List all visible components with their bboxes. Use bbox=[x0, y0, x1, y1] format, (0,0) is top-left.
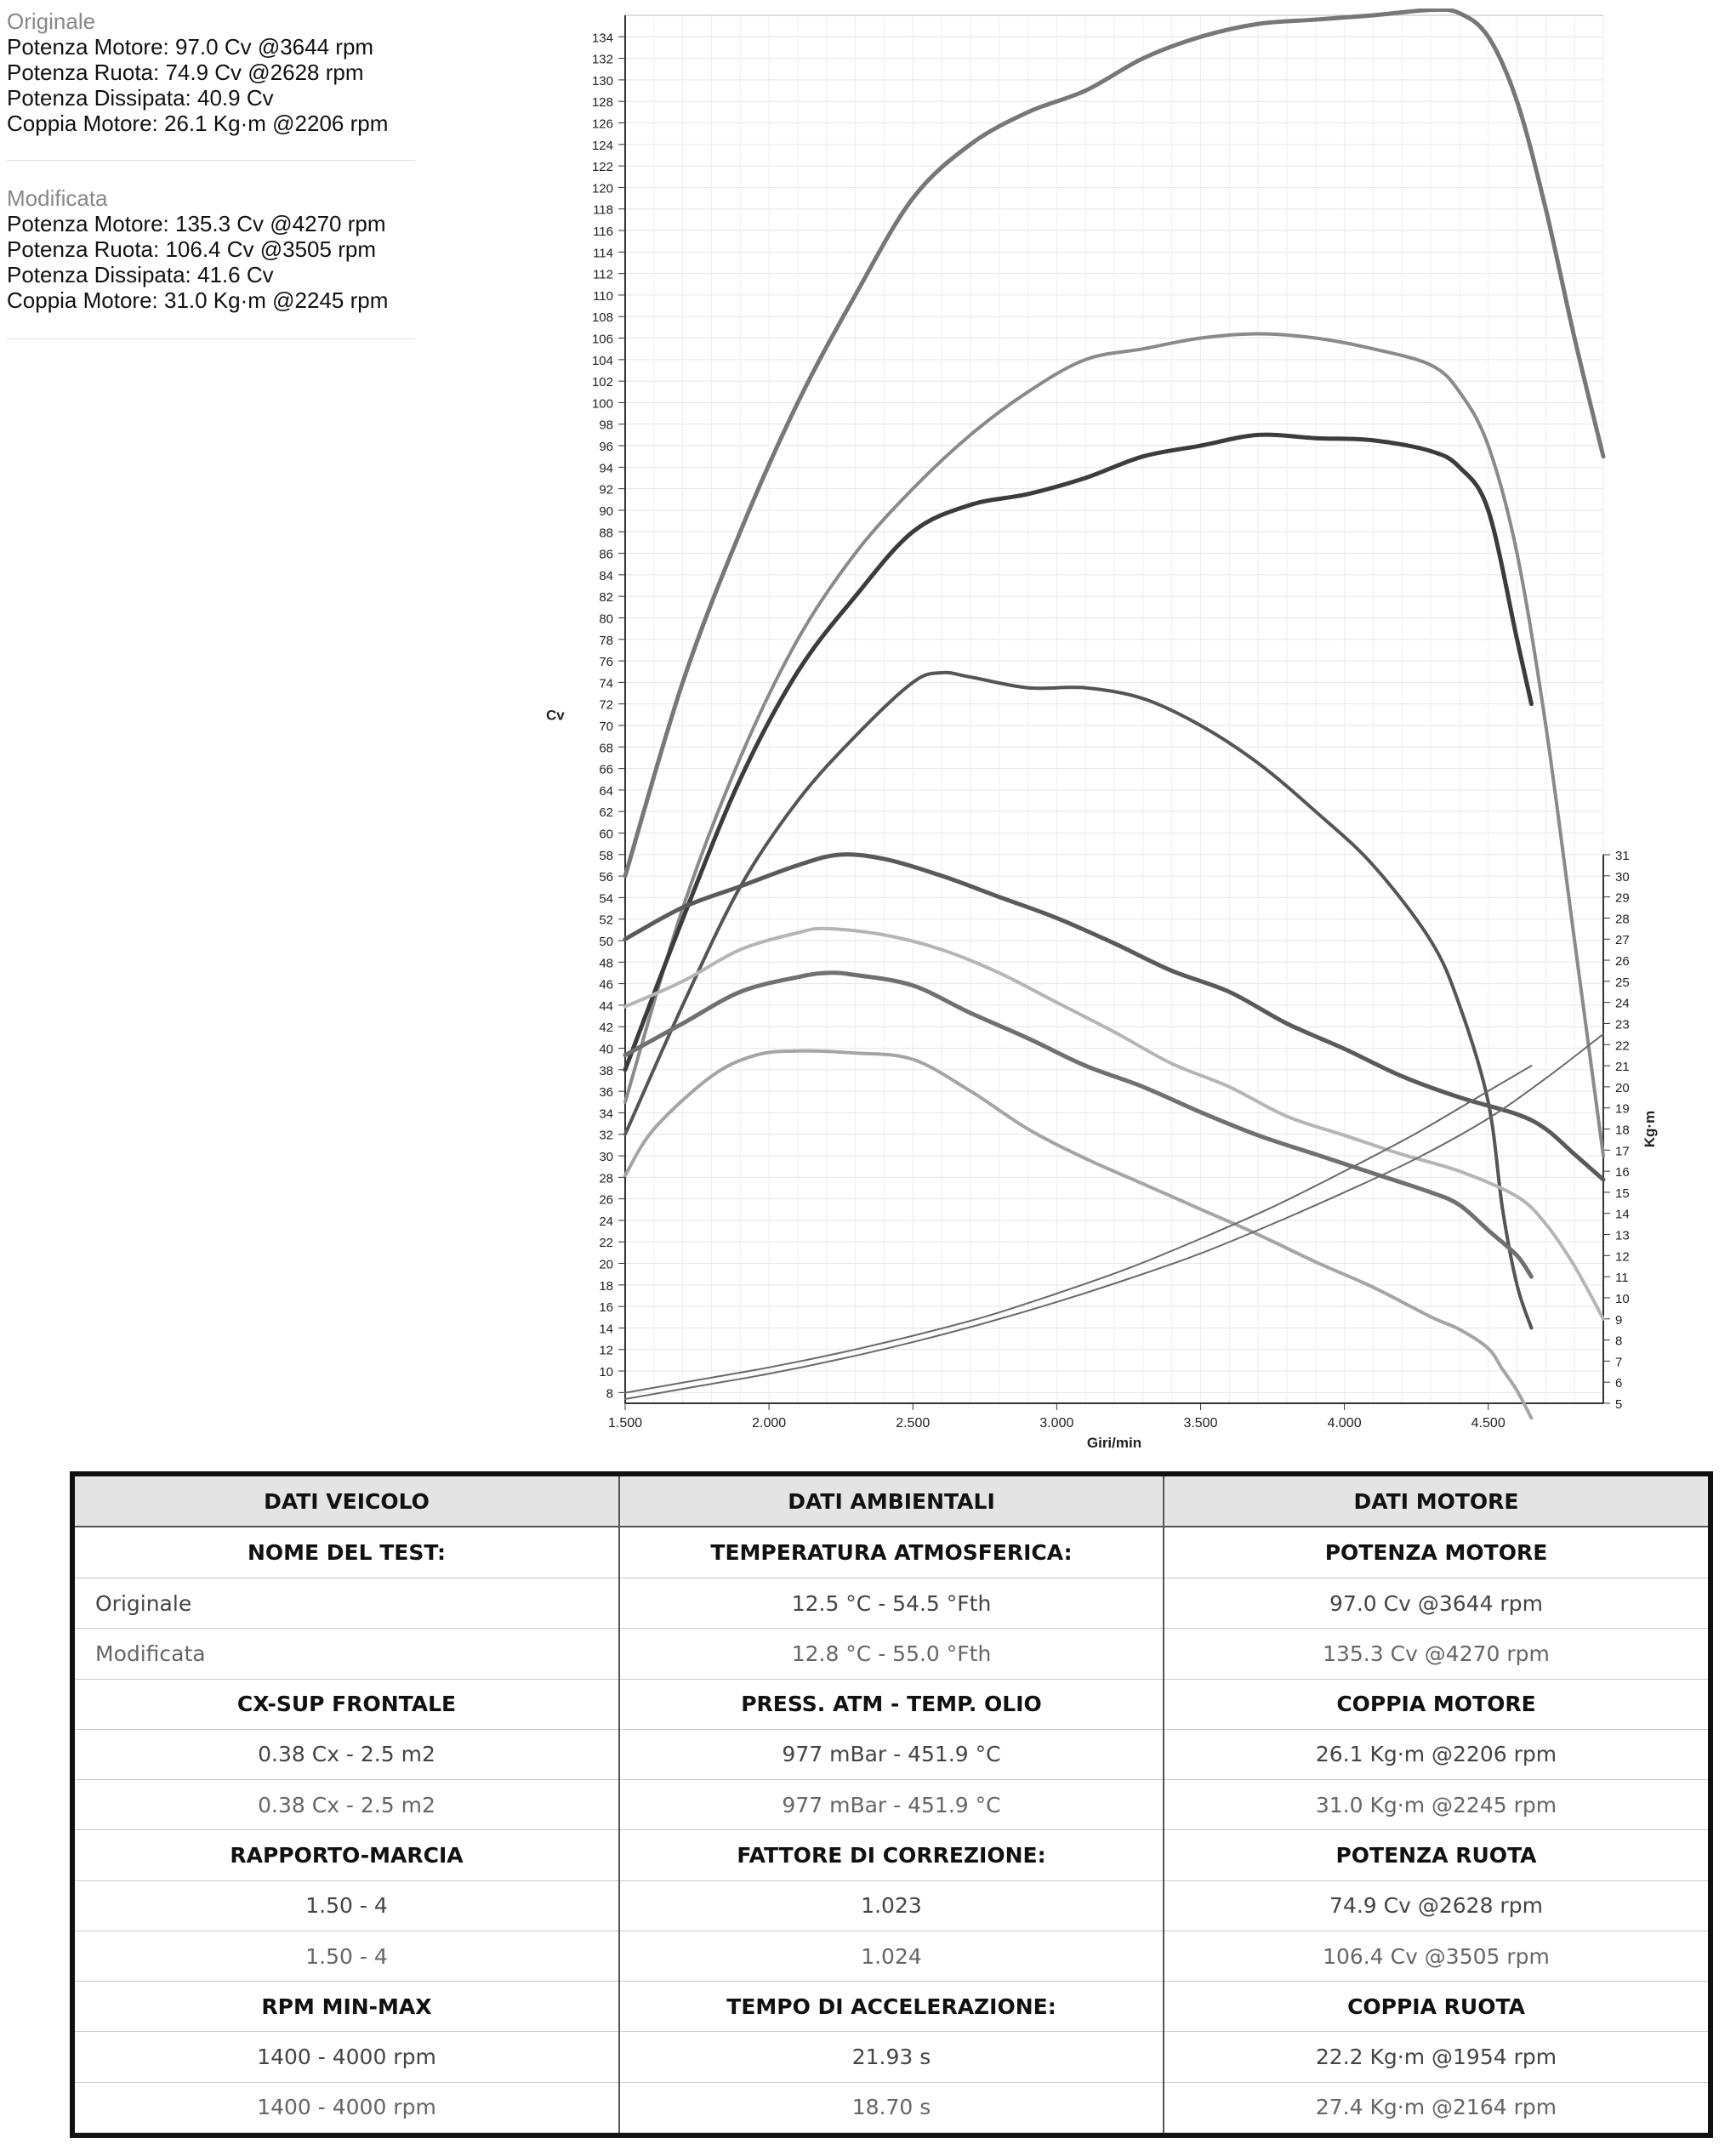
table-row bbox=[75, 2032, 1708, 2082]
table-row bbox=[75, 1780, 1708, 1830]
table-cell: 97.0 Cv @3644 rpm bbox=[1164, 1578, 1708, 1629]
y-tick-label-left: 26 bbox=[599, 1192, 613, 1208]
y-tick-label-left: 32 bbox=[599, 1128, 613, 1143]
table-header-cell: DATI MOTORE bbox=[1164, 1476, 1708, 1527]
table-cell: PRESS. ATM - TEMP. OLIO bbox=[619, 1679, 1164, 1729]
y-tick-label-left: 82 bbox=[599, 590, 613, 606]
y-tick-label-left: 34 bbox=[599, 1106, 613, 1122]
y-tick-label-right: 8 bbox=[1615, 1334, 1623, 1349]
dyno-chart bbox=[544, 9, 1684, 1454]
table-cell: 1400 - 4000 rpm bbox=[75, 2032, 619, 2082]
summary-original-title: Originale bbox=[7, 9, 96, 34]
table-cell: TEMPO DI ACCELERAZIONE: bbox=[619, 1982, 1164, 2032]
table-cell: 1.50 - 4 bbox=[75, 1931, 619, 1981]
y-tick-label-right: 7 bbox=[1615, 1355, 1623, 1370]
y-tick-label-left: 76 bbox=[599, 655, 613, 670]
table-row bbox=[75, 1629, 1708, 1679]
y-tick-label-left: 16 bbox=[599, 1300, 613, 1316]
summary-divider bbox=[7, 160, 415, 161]
table-cell: CX-SUP FRONTALE bbox=[75, 1679, 619, 1729]
table-cell: TEMPERATURA ATMOSFERICA: bbox=[619, 1527, 1164, 1578]
y-tick-label-left: 84 bbox=[599, 568, 613, 583]
y-tick-label-left: 86 bbox=[599, 547, 613, 562]
x-tick-label: 2.000 bbox=[752, 1416, 787, 1430]
y-tick-label-left: 38 bbox=[599, 1063, 613, 1078]
table-cell: 0.38 Cx - 2.5 m2 bbox=[75, 1729, 619, 1779]
y-tick-label-left: 24 bbox=[599, 1214, 613, 1229]
y-tick-label-left: 122 bbox=[591, 160, 613, 175]
y-tick-label-right: 18 bbox=[1615, 1123, 1630, 1138]
y-tick-label-left: 30 bbox=[599, 1150, 613, 1165]
y-tick-label-right: 29 bbox=[1615, 890, 1630, 906]
y-tick-label-left: 20 bbox=[599, 1257, 613, 1272]
y-tick-label-left: 96 bbox=[599, 440, 613, 455]
table-cell: 74.9 Cv @2628 rpm bbox=[1164, 1880, 1708, 1931]
y-tick-label-left: 120 bbox=[591, 181, 613, 196]
table-cell: POTENZA RUOTA bbox=[1164, 1830, 1708, 1880]
table-cell: FATTORE DI CORREZIONE: bbox=[619, 1830, 1164, 1880]
y-tick-label-right: 19 bbox=[1615, 1101, 1630, 1117]
x-tick-label: 1.500 bbox=[607, 1416, 643, 1430]
summary-original bbox=[7, 9, 388, 136]
y-tick-label-left: 10 bbox=[599, 1365, 613, 1380]
y-tick-label-right: 25 bbox=[1615, 975, 1630, 990]
table-cell: 31.0 Kg·m @2245 rpm bbox=[1164, 1780, 1708, 1830]
summary-modified bbox=[7, 185, 388, 313]
y-tick-label-left: 134 bbox=[591, 31, 613, 46]
y-tick-label-left: 74 bbox=[599, 676, 613, 691]
y-tick-label-right: 17 bbox=[1615, 1144, 1630, 1159]
table-cell: POTENZA MOTORE bbox=[1164, 1527, 1708, 1578]
summary-divider bbox=[7, 338, 415, 339]
y-tick-label-right: 11 bbox=[1615, 1271, 1629, 1286]
summary-line: Potenza Dissipata: 40.9 Cv bbox=[7, 85, 274, 111]
y-tick-label-left: 66 bbox=[599, 762, 613, 777]
y-tick-label-left: 70 bbox=[599, 719, 613, 734]
y-tick-label-left: 58 bbox=[599, 848, 613, 863]
y-tick-label-left: 116 bbox=[593, 225, 613, 240]
y-tick-label-right: 14 bbox=[1615, 1207, 1630, 1222]
y-tick-label-left: 44 bbox=[599, 998, 613, 1014]
y-tick-label-left: 14 bbox=[599, 1322, 613, 1337]
y-tick-label-right: 28 bbox=[1615, 912, 1630, 927]
summary-line: Coppia Motore: 31.0 Kg·m @2245 rpm bbox=[7, 287, 389, 313]
y-tick-label-left: 104 bbox=[591, 353, 613, 368]
table-cell: 106.4 Cv @3505 rpm bbox=[1164, 1931, 1708, 1981]
x-tick-label: 3.000 bbox=[1039, 1416, 1074, 1430]
y-tick-label-left: 56 bbox=[599, 870, 613, 885]
data-table bbox=[70, 1471, 1713, 2138]
y-tick-label-left: 36 bbox=[599, 1085, 613, 1101]
table-row bbox=[75, 1931, 1708, 1981]
table-cell: NOME DEL TEST: bbox=[75, 1527, 619, 1578]
summary-line: Potenza Motore: 97.0 Cv @3644 rpm bbox=[7, 34, 374, 60]
table-cell: 22.2 Kg·m @1954 rpm bbox=[1164, 2032, 1708, 2082]
y-tick-label-right: 27 bbox=[1615, 933, 1630, 948]
table-cell: 26.1 Kg·m @2206 rpm bbox=[1164, 1729, 1708, 1779]
data-table-grid bbox=[75, 1476, 1708, 2133]
y-tick-label-left: 92 bbox=[599, 482, 613, 498]
table-header-cell: DATI AMBIENTALI bbox=[619, 1476, 1164, 1527]
table-row bbox=[75, 1578, 1708, 1629]
x-tick-label: 3.500 bbox=[1183, 1416, 1218, 1430]
table-header-cell: DATI VEICOLO bbox=[75, 1476, 619, 1527]
table-cell: RAPPORTO-MARCIA bbox=[75, 1830, 619, 1880]
table-cell: 977 mBar - 451.9 °C bbox=[619, 1729, 1164, 1779]
y-tick-label-left: 100 bbox=[591, 396, 613, 412]
x-axis-label: Giri/min bbox=[1086, 1435, 1142, 1451]
y-tick-label-right: 21 bbox=[1615, 1060, 1630, 1075]
table-cell: Originale bbox=[75, 1578, 619, 1629]
summary-line: Potenza Ruota: 106.4 Cv @3505 rpm bbox=[7, 236, 376, 262]
y-tick-label-right: 31 bbox=[1615, 849, 1630, 863]
y-tick-label-right: 9 bbox=[1615, 1312, 1623, 1328]
y-tick-label-right: 24 bbox=[1615, 996, 1630, 1011]
table-header-row bbox=[75, 1476, 1708, 1527]
table-row bbox=[75, 1982, 1708, 2032]
table-cell: 135.3 Cv @4270 rpm bbox=[1164, 1629, 1708, 1679]
y-tick-label-left: 108 bbox=[591, 310, 613, 326]
y-tick-label-left: 40 bbox=[599, 1042, 613, 1057]
y-tick-label-right: 30 bbox=[1615, 869, 1630, 884]
y-tick-label-left: 102 bbox=[591, 375, 613, 390]
table-cell: 12.5 °C - 54.5 °Fth bbox=[619, 1578, 1164, 1629]
summary-line: Potenza Ruota: 74.9 Cv @2628 rpm bbox=[7, 60, 364, 85]
table-cell: RPM MIN-MAX bbox=[75, 1982, 619, 2032]
y-tick-label-left: 52 bbox=[599, 913, 613, 928]
summary-line: Potenza Dissipata: 41.6 Cv bbox=[7, 262, 274, 287]
y-tick-label-left: 124 bbox=[591, 138, 613, 153]
table-cell: 1400 - 4000 rpm bbox=[75, 2082, 619, 2132]
y-tick-label-left: 50 bbox=[599, 935, 613, 949]
y-tick-label-left: 62 bbox=[599, 805, 613, 821]
y-tick-label-left: 72 bbox=[599, 697, 613, 713]
y-tick-label-right: 23 bbox=[1615, 1017, 1630, 1032]
y-axis-label-left: Cv bbox=[546, 707, 565, 724]
table-cell: Modificata bbox=[75, 1629, 619, 1679]
summary-line: Potenza Motore: 135.3 Cv @4270 rpm bbox=[7, 211, 386, 236]
y-tick-label-left: 18 bbox=[599, 1278, 613, 1294]
y-tick-label-left: 28 bbox=[599, 1171, 613, 1186]
y-tick-label-right: 15 bbox=[1615, 1186, 1630, 1201]
table-cell: 977 mBar - 451.9 °C bbox=[619, 1780, 1164, 1830]
y-tick-label-left: 98 bbox=[599, 418, 613, 433]
table-row bbox=[75, 2082, 1708, 2132]
table-row bbox=[75, 1729, 1708, 1779]
y-tick-label-left: 106 bbox=[591, 332, 613, 347]
y-tick-label-left: 60 bbox=[599, 827, 613, 842]
y-tick-label-left: 94 bbox=[599, 461, 613, 476]
table-cell: 12.8 °C - 55.0 °Fth bbox=[619, 1629, 1164, 1679]
y-tick-label-left: 112 bbox=[593, 267, 613, 282]
y-tick-label-right: 26 bbox=[1615, 954, 1630, 970]
y-tick-label-left: 88 bbox=[599, 526, 613, 541]
y-tick-label-left: 126 bbox=[591, 117, 613, 132]
table-cell: 1.50 - 4 bbox=[75, 1880, 619, 1931]
y-tick-label-right: 13 bbox=[1615, 1228, 1630, 1243]
x-tick-label: 4.500 bbox=[1471, 1416, 1505, 1430]
y-tick-label-left: 132 bbox=[591, 52, 613, 67]
y-tick-label-right: 5 bbox=[1615, 1397, 1623, 1412]
y-axis-label-right: Kg·m bbox=[1642, 1110, 1658, 1148]
table-cell: 27.4 Kg·m @2164 rpm bbox=[1164, 2082, 1708, 2132]
y-tick-label-left: 130 bbox=[591, 73, 613, 88]
y-tick-label-left: 46 bbox=[599, 977, 613, 993]
y-tick-label-left: 12 bbox=[599, 1343, 613, 1358]
y-tick-label-right: 12 bbox=[1615, 1249, 1630, 1265]
y-tick-label-left: 80 bbox=[599, 611, 613, 627]
x-tick-label: 2.500 bbox=[896, 1416, 931, 1430]
y-tick-label-right: 16 bbox=[1615, 1165, 1630, 1180]
y-tick-label-left: 54 bbox=[599, 891, 613, 907]
table-cell: 0.38 Cx - 2.5 m2 bbox=[75, 1780, 619, 1830]
y-tick-label-right: 20 bbox=[1615, 1080, 1630, 1095]
y-tick-label-left: 8 bbox=[606, 1386, 613, 1402]
summary-line: Coppia Motore: 26.1 Kg·m @2206 rpm bbox=[7, 111, 389, 136]
table-cell: COPPIA MOTORE bbox=[1164, 1679, 1708, 1729]
y-tick-label-left: 128 bbox=[591, 95, 613, 111]
table-cell: 21.93 s bbox=[619, 2032, 1164, 2082]
y-tick-label-left: 68 bbox=[599, 741, 613, 756]
table-cell: 1.023 bbox=[619, 1880, 1164, 1931]
table-row bbox=[75, 1527, 1708, 1578]
y-tick-label-left: 64 bbox=[599, 783, 613, 799]
y-tick-label-left: 114 bbox=[593, 246, 613, 261]
y-tick-label-left: 42 bbox=[599, 1021, 613, 1036]
table-row bbox=[75, 1679, 1708, 1729]
y-tick-label-left: 22 bbox=[599, 1236, 613, 1251]
y-tick-label-left: 48 bbox=[599, 956, 613, 971]
table-row bbox=[75, 1880, 1708, 1931]
y-tick-label-left: 78 bbox=[599, 633, 613, 648]
table-cell: COPPIA RUOTA bbox=[1164, 1982, 1708, 2032]
y-tick-label-right: 22 bbox=[1615, 1038, 1630, 1054]
y-tick-label-right: 6 bbox=[1615, 1376, 1623, 1391]
y-tick-label-right: 10 bbox=[1615, 1291, 1630, 1306]
y-tick-label-left: 90 bbox=[599, 503, 613, 519]
table-row bbox=[75, 1830, 1708, 1880]
y-tick-label-left: 118 bbox=[593, 202, 613, 218]
summary-modified-title: Modificata bbox=[7, 185, 108, 211]
y-tick-label-left: 110 bbox=[593, 288, 613, 304]
table-cell: 1.024 bbox=[619, 1931, 1164, 1981]
x-tick-label: 4.000 bbox=[1327, 1416, 1362, 1430]
table-cell: 18.70 s bbox=[619, 2082, 1164, 2132]
